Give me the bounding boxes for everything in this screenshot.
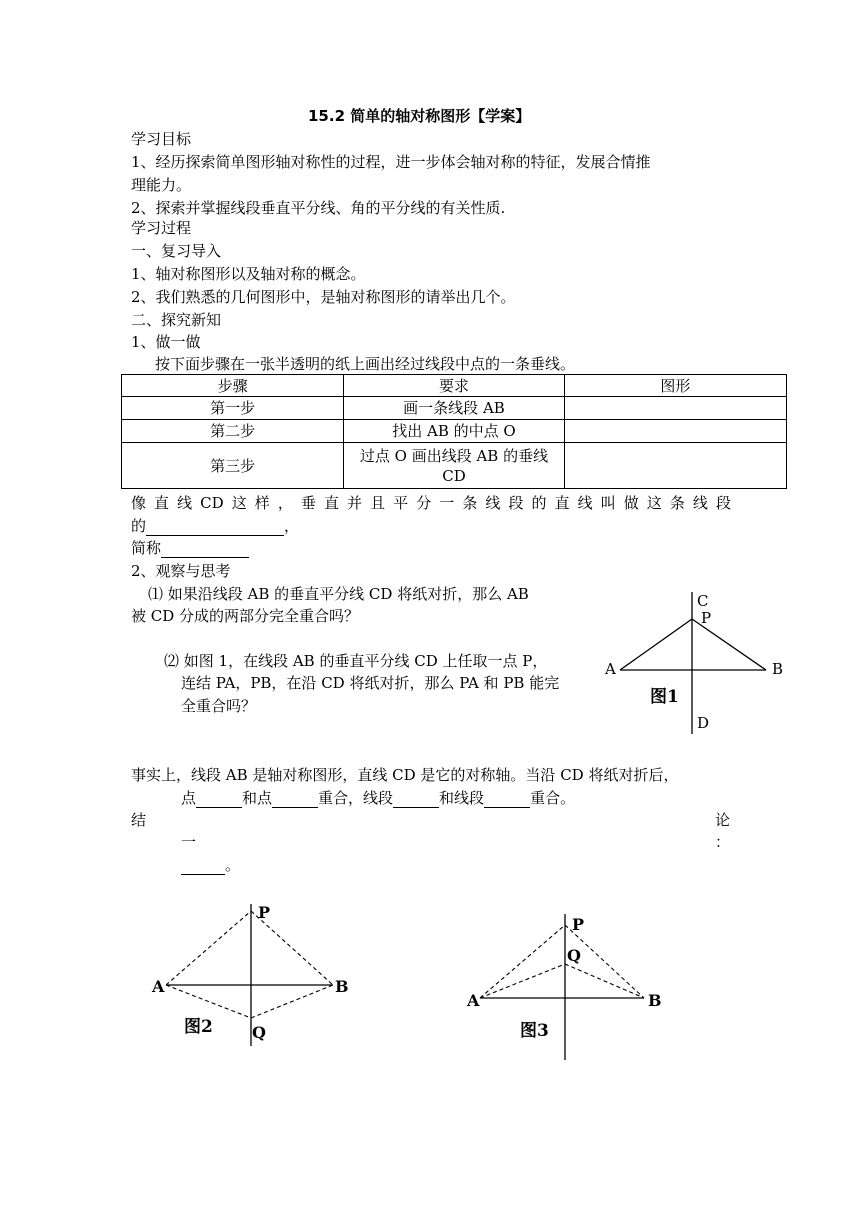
fact-text: 和线段 (439, 789, 485, 807)
table-header: 图形 (564, 375, 786, 397)
table-header: 要求 (344, 375, 564, 397)
objective-1-line1: 1、经历探索简单图形轴对称性的过程，进一步体会轴对称的特征，发展合情推 (131, 153, 651, 171)
segment-qb (251, 985, 333, 1018)
figure-1 (600, 588, 800, 738)
figure-2 (148, 898, 358, 1048)
table-header-row (122, 375, 787, 397)
question-2-line3: 全重合吗？ (181, 697, 257, 715)
definition-line3 (131, 538, 249, 558)
end-mark: 。 (225, 856, 241, 874)
label-p: P (258, 903, 271, 922)
segment-qb (565, 964, 644, 998)
label-b: B (772, 660, 784, 678)
table-row (122, 420, 787, 443)
segment-pb (251, 911, 333, 985)
table-cell: 画一条线段 AB (344, 397, 564, 420)
table-cell (564, 420, 786, 443)
doit-intro: 按下面步骤在一张半透明的纸上画出经过线段中点的一条垂线。 (155, 355, 576, 373)
label-p: P (701, 609, 712, 627)
label-a: A (605, 660, 616, 678)
definition-line1: 像直线CD这样，垂直并且平分一条线段的直线叫做这条线段 (131, 494, 731, 512)
fact-text: 重合。 (530, 789, 576, 807)
table-row (122, 443, 787, 489)
label-q: Q (252, 1023, 266, 1042)
review-item-1: 1、轴对称图形以及轴对称的概念。 (131, 265, 366, 283)
question-2-line2: 连结 PA，PB，在沿 CD 将纸对折，那么 PA 和 PB 能完 (181, 674, 560, 692)
label-a: A (152, 977, 165, 996)
conclusion-right: 论 (715, 811, 731, 829)
table-cell: 第三步 (122, 443, 344, 489)
label-d: D (697, 714, 710, 732)
observe-heading: 2、观察与思考 (131, 562, 231, 580)
figure-caption: 图2 (184, 1017, 213, 1037)
table-cell: 第一步 (122, 397, 344, 420)
segment-pa (620, 619, 692, 670)
fact-text: 和点 (242, 789, 273, 807)
doit-heading: 1、做一做 (131, 333, 201, 351)
table-cell: 第二步 (122, 420, 344, 443)
table-header: 步骤 (122, 375, 344, 397)
answer-blank[interactable] (196, 791, 242, 808)
table-cell: 找出 AB 的中点 O (344, 420, 564, 443)
answer-blank[interactable] (272, 791, 318, 808)
objective-2: 2、探索并掌握线段垂直平分线、角的平分线的有关性质. (131, 199, 506, 217)
answer-blank[interactable] (161, 541, 249, 558)
objectives-heading: 学习目标 (131, 130, 192, 148)
conclusion-left: 结 (131, 811, 147, 829)
figure-caption: 图1 (650, 687, 679, 707)
table-cell (564, 443, 786, 489)
answer-blank[interactable] (393, 791, 439, 808)
table-cell (564, 397, 786, 420)
label-a: A (467, 991, 480, 1010)
label-q: Q (567, 946, 581, 965)
label-c: C (697, 592, 709, 610)
steps-table (121, 374, 787, 489)
conclusion-answer (181, 855, 240, 875)
process-heading: 学习过程 (131, 219, 192, 237)
fact-line2 (181, 788, 575, 808)
question-1-line2: 被 CD 分成的两部分完全重合吗？ (131, 607, 360, 625)
fact-text: 点 (181, 789, 197, 807)
segment-qa (480, 964, 565, 998)
explore-heading: 二、探究新知 (131, 311, 222, 329)
table-cell-line: CD (442, 466, 466, 485)
label-b: B (335, 977, 349, 996)
label-b: B (648, 991, 662, 1010)
review-item-2: 2、我们熟悉的几何图形中，是轴对称图形的请举出几个。 (131, 288, 516, 306)
table-cell (344, 443, 564, 489)
conclusion-colon: ： (715, 833, 731, 851)
table-row (122, 397, 787, 420)
table-cell-line: 过点 O 画出线段 AB 的垂线 (359, 446, 549, 465)
question-2-line1: ⑵ 如图 1，在线段 AB 的垂直平分线 CD 上任取一点 P， (164, 652, 548, 670)
fact-text: 重合，线段 (318, 789, 394, 807)
definition-prefix: 的 (131, 517, 147, 535)
objective-1-line2: 理能力。 (131, 176, 192, 194)
answer-blank[interactable] (484, 791, 530, 808)
figure-3 (460, 908, 680, 1063)
label-p: P (572, 915, 585, 934)
review-heading: 一、复习导入 (131, 242, 222, 260)
answer-blank[interactable] (181, 858, 225, 875)
segment-qa (166, 985, 251, 1018)
conclusion-dash: 一 (181, 833, 197, 851)
fact-line1: 事实上，线段 AB 是轴对称图形，直线 CD 是它的对称轴。当沿 CD 将纸对折后， (131, 766, 679, 784)
definition-suffix: ， (284, 517, 300, 535)
segment-pa (166, 911, 251, 985)
figure-caption: 图3 (520, 1021, 549, 1041)
segment-pa (480, 925, 565, 998)
definition-line2 (131, 516, 299, 536)
answer-blank[interactable] (146, 519, 284, 536)
question-1-line1: ⑴ 如果沿线段 AB 的垂直平分线 CD 将纸对折，那么 AB (148, 585, 529, 603)
abbrev-label: 简称 (131, 539, 162, 557)
page-title: 15.2 简单的轴对称图形【学案】 (308, 107, 531, 125)
